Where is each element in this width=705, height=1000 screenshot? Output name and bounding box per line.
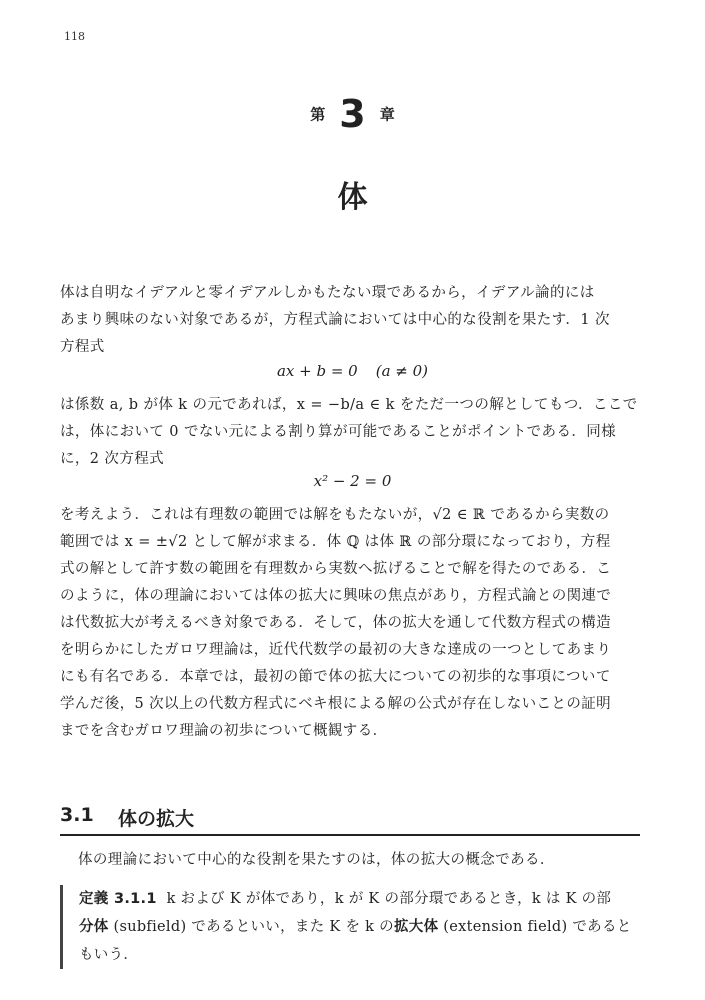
section-heading (60, 800, 640, 836)
text-line: あまり興味のない対象であるが，方程式論においては中心的な役割を果たす．1 次 (60, 312, 610, 328)
chapter-prefix: 第 (310, 105, 326, 124)
equation-linear (0, 362, 705, 380)
equation-condition: (a ≠ 0) (375, 362, 429, 380)
chapter-number: 3 (339, 92, 366, 136)
text-line: を考えよう．これは有理数の範囲では解をもたないが，√2 ∈ ℝ であるから実数の (60, 507, 610, 523)
text-line: は，体において 0 でない元による割り算が可能であることがポイントである．同様 (60, 424, 617, 440)
text-line: は係数 a, b が体 k の元であれば，x = −b/a ∈ k をただ一つの解としてもつ．ここで (60, 397, 638, 413)
text-line: は代数拡大が考えるべき対象である．そして，体の拡大を通して代数方程式の構造 (60, 615, 612, 631)
definition-label: 定義 3.1.1 (79, 891, 157, 907)
text-line: のように，体の理論においては体の拡大に興味の焦点があり，方程式論との関連で (60, 588, 612, 604)
text-line: 体は自明なイデアルと零イデアルしかもたない環であるから，イデアル論的には (60, 285, 595, 301)
definition-text: (extension field) であると (438, 919, 632, 935)
chapter-heading (0, 92, 705, 136)
definition-text: (subfield) であるといい，また K を k の (108, 919, 394, 935)
definition-term: 分体 (79, 918, 109, 935)
section-intro: 体の理論において中心的な役割を果たすのは，体の拡大の概念である． (78, 852, 555, 868)
text-line: 方程式 (60, 339, 105, 355)
equation-formula: ax + b = 0 (276, 362, 358, 380)
text-line: 範囲では x = ±√2 として解が求まる．体 ℚ は体 ℝ の部分環になっており，方程 (60, 534, 611, 550)
equation-quadratic: x² − 2 = 0 (313, 472, 392, 490)
definition-line (79, 913, 663, 941)
definition-line: もいう． (79, 947, 139, 963)
text-line: 学んだ後，5 次以上の代数方程式にベキ根による解の公式が存在しないことの証明 (60, 696, 612, 712)
middle-paragraph (60, 392, 642, 473)
body-paragraph (60, 502, 642, 745)
chapter-suffix: 章 (379, 105, 395, 124)
text-line: に，2 次方程式 (60, 451, 165, 467)
intro-paragraph (60, 280, 642, 361)
section-title: 体の拡大 (118, 808, 195, 830)
definition-block (60, 885, 663, 969)
page-number: 118 (64, 30, 85, 43)
definition-term: 拡大体 (393, 918, 439, 935)
definition-line (79, 885, 663, 913)
text-line: を明らかにしたガロワ理論は，近代代数学の最初の大きな達成の一つとしてあまり (60, 642, 612, 658)
definition-text: k および K が体であり，k が K の部分環であるとき，k は K の部 (166, 891, 612, 907)
section-number: 3.1 (60, 804, 94, 826)
text-line: にも有名である．本章では，最初の節で体の拡大についての初歩的な事項について (60, 669, 611, 685)
chapter-title: 体 (337, 180, 368, 215)
text-line: 式の解として許す数の範囲を有理数から実数へ拡げることで解を得たのである．こ (60, 561, 612, 577)
text-line: までを含むガロワ理論の初歩について概観する． (60, 723, 388, 739)
